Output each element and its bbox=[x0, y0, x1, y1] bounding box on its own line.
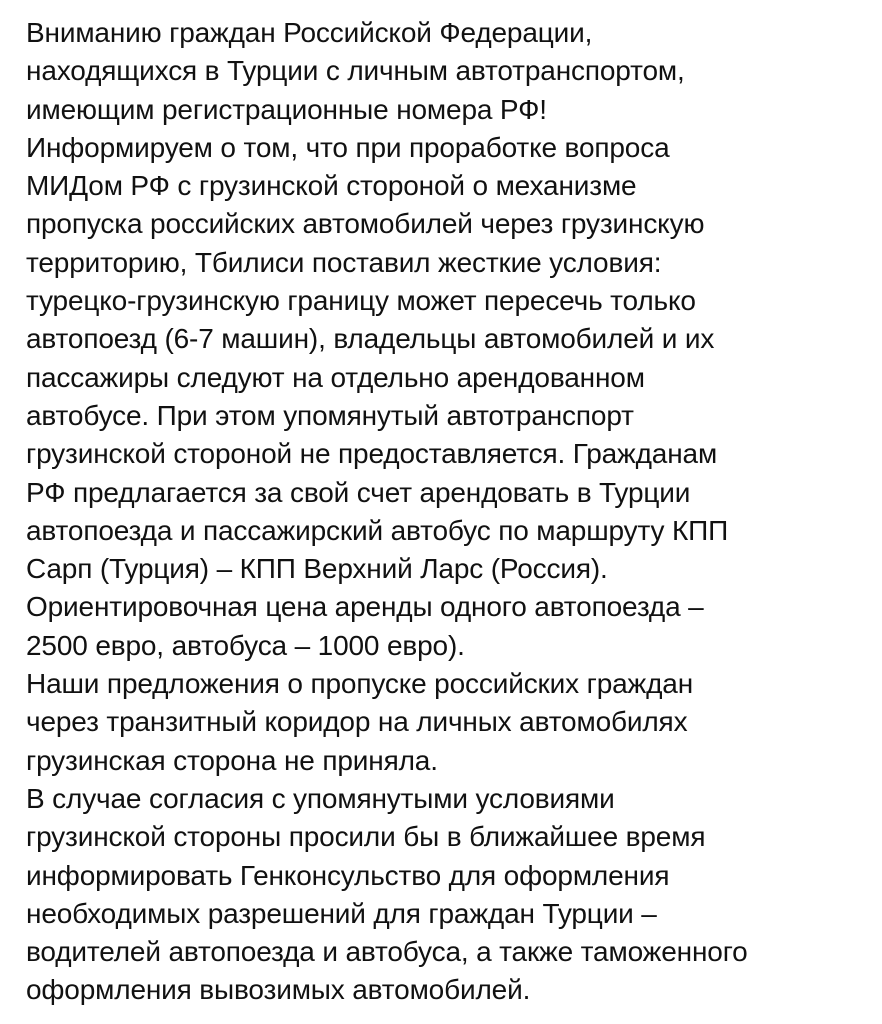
text-line: Информируем о том, что при проработке вопроса bbox=[26, 131, 670, 163]
text-line: 2500 евро, автобуса – 1000 евро). bbox=[26, 629, 465, 661]
text-line: автобусе. При этом упомянутый автотранспорт bbox=[26, 399, 634, 431]
text-line: имеющим регистрационные номера РФ! bbox=[26, 93, 547, 125]
text-line: РФ предлагается за свой счет арендовать в Турции bbox=[26, 476, 691, 508]
text-line: находящихся в Турции с личным автотранспортом, bbox=[26, 55, 685, 87]
text-line: турецко-грузинскую границу может пересечь только bbox=[26, 285, 696, 317]
text-line: автопоезда и пассажирский автобус по маршруту КПП bbox=[26, 514, 729, 546]
text-line: грузинская сторона не приняла. bbox=[26, 744, 438, 776]
text-line: пассажиры следуют на отдельно арендованном bbox=[26, 361, 645, 393]
text-line: Сарп (Турция) – КПП Верхний Ларс (Россия). bbox=[26, 553, 608, 585]
text-line: грузинской стороны просили бы в ближайшее время bbox=[26, 821, 706, 853]
text-line: необходимых разрешений для граждан Турции – bbox=[26, 897, 657, 929]
text-line: Ориентировочная цена аренды одного автопоезда – bbox=[26, 591, 704, 623]
text-line: Наши предложения о пропуске российских граждан bbox=[26, 668, 694, 700]
text-line: водителей автопоезда и автобуса, а также таможенного bbox=[26, 936, 748, 968]
text-line: грузинской стороной не предоставляется. Гражданам bbox=[26, 438, 718, 470]
text-line: пропуска российских автомобилей через грузинскую bbox=[26, 208, 705, 240]
text-line: В случае согласия с упомянутыми условиями bbox=[26, 782, 615, 814]
text-line: через транзитный коридор на личных автомобилях bbox=[26, 706, 688, 738]
text-line: МИДом РФ с грузинской стороной о механизме bbox=[26, 170, 637, 202]
text-line: оформления вывозимых автомобилей. bbox=[26, 974, 531, 1006]
text-line: автопоезд (6-7 машин), владельцы автомобилей и их bbox=[26, 323, 715, 355]
text-line: информировать Генконсульство для оформления bbox=[26, 859, 670, 891]
message-text bbox=[26, 14, 876, 1010]
text-line: территорию, Тбилиси поставил жесткие условия: bbox=[26, 246, 662, 278]
text-line: Вниманию граждан Российской Федерации, bbox=[26, 17, 593, 48]
